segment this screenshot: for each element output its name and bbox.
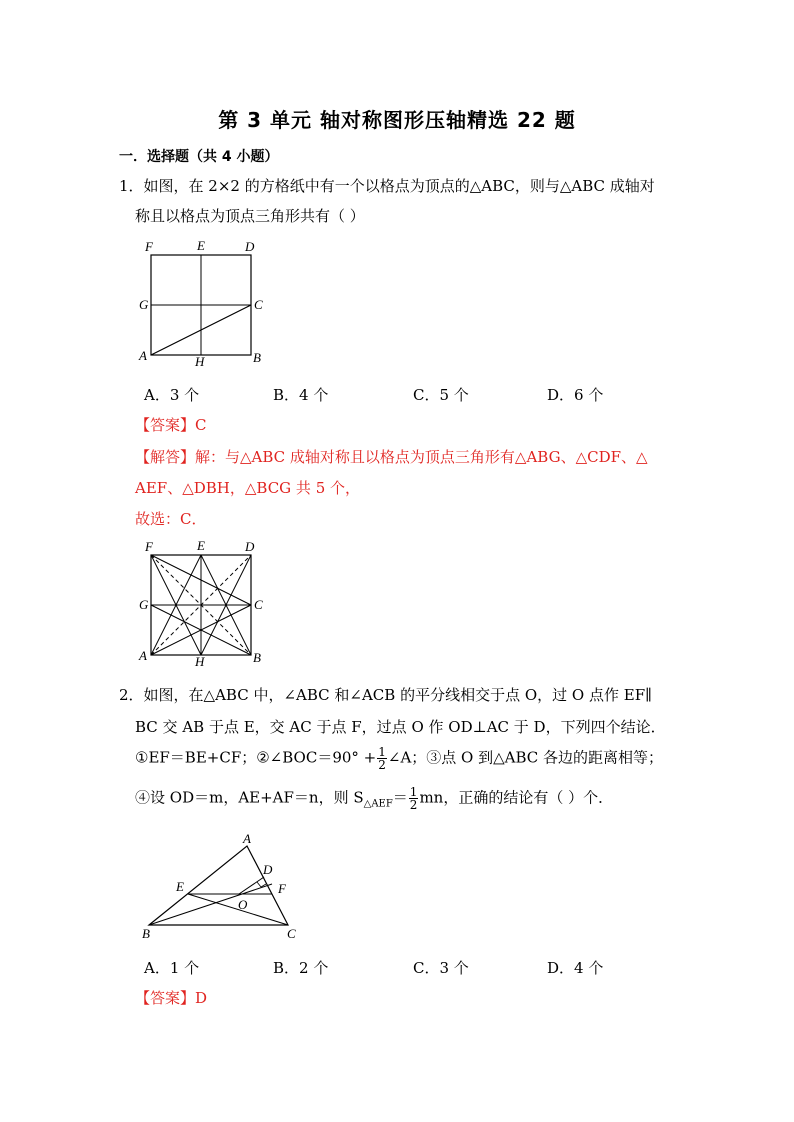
- q2-frac1-numerator: 1: [378, 745, 386, 759]
- section-heading: 一．选择题（共 4 小题）: [119, 149, 279, 165]
- q2-frac1-denominator: 2: [378, 758, 386, 772]
- q2-text-line1: 2．如图，在△ABC 中，∠ABC 和∠ACB 的平分线相交于点 O，过 O 点作 EF∥: [119, 686, 653, 704]
- q2-triangle-figure: [135, 832, 310, 947]
- q2-text-line4: [135, 786, 613, 811]
- q1-option-b: B．4 个: [273, 386, 329, 404]
- q2-line4-part2: mn，正确的结论有（ ）个．: [419, 788, 614, 807]
- page-title: 第 3 单元 轴对称图形压轴精选 22 题: [218, 108, 576, 132]
- q2-line4-equals: ＝: [392, 788, 408, 807]
- q1-option-a: A．3 个: [144, 386, 200, 404]
- q1-text-line1: 1．如图，在 2×2 的方格纸中有一个以格点为顶点的△ABC，则与△ABC 成轴对: [119, 177, 655, 195]
- q2-label-O: O: [238, 897, 248, 912]
- q2-area-subscript: △AEF: [363, 798, 393, 810]
- q1s-label-G: G: [139, 597, 149, 612]
- q2-text-line3: [135, 746, 663, 771]
- q1-label-H: H: [195, 354, 205, 368]
- q1-solution-line1: 【解答】解：与△ABC 成轴对称且以格点为顶点三角形有△ABG、△CDF、△: [135, 448, 648, 466]
- q1-text-line2: 称且以格点为顶点三角形共有（ ）: [135, 207, 365, 225]
- q1-label-F: F: [145, 239, 153, 254]
- q1s-label-F: F: [145, 539, 153, 554]
- q1-label-A: A: [139, 348, 147, 363]
- q1-label-C: C: [254, 297, 263, 312]
- q2-line3-part1: ①EF＝BE+CF；②∠BOC＝90° +: [135, 748, 377, 767]
- q2-answer: 【答案】D: [135, 989, 208, 1007]
- q2-fraction-half-2: [409, 786, 419, 811]
- q1s-label-D: D: [245, 539, 255, 554]
- q2-option-d: D．4 个: [547, 959, 604, 977]
- q2-fraction-half: [377, 746, 387, 771]
- q2-label-E: E: [176, 879, 184, 894]
- q2-line3-part2: ∠A；③点 O 到△ABC 各边的距离相等；: [387, 748, 664, 767]
- q1-solution-figure: [135, 538, 270, 668]
- q1-label-B: B: [253, 350, 261, 365]
- q2-frac2-numerator: 1: [409, 785, 418, 799]
- q2-label-D: D: [263, 862, 273, 877]
- q1-label-D: D: [245, 239, 255, 254]
- q1-answer: 【答案】C: [135, 416, 207, 434]
- q2-option-c: C．3 个: [413, 959, 469, 977]
- q2-label-C: C: [287, 926, 296, 941]
- q1s-label-H: H: [195, 654, 205, 668]
- q1-option-d: D．6 个: [547, 386, 604, 404]
- q2-text-line2: BC 交 AB 于点 E，交 AC 于点 F，过点 O 作 OD⊥AC 于 D，下列四个结论．: [135, 718, 666, 736]
- q1-solution-line2: AEF、△DBH，△BCG 共 5 个，: [135, 479, 361, 497]
- q1s-label-B: B: [253, 650, 261, 665]
- q2-label-A: A: [243, 832, 251, 846]
- q2-option-b: B．2 个: [273, 959, 329, 977]
- q1s-label-E: E: [197, 538, 205, 553]
- q1-option-c: C．5 个: [413, 386, 469, 404]
- q2-frac2-denominator: 2: [409, 798, 418, 812]
- q2-label-F: F: [278, 881, 286, 896]
- q1s-label-A: A: [139, 648, 147, 663]
- q1-label-G: G: [139, 297, 149, 312]
- q2-label-B: B: [142, 926, 150, 941]
- q2-line4-part1: ④设 OD＝m，AE+AF＝n，则 S: [135, 788, 364, 807]
- q2-option-a: A．1 个: [144, 959, 200, 977]
- q1-grid-figure: [135, 238, 270, 368]
- q1-solution-line3: 故选：C．: [135, 510, 207, 528]
- q1s-label-C: C: [254, 597, 263, 612]
- q1-label-E: E: [197, 238, 205, 253]
